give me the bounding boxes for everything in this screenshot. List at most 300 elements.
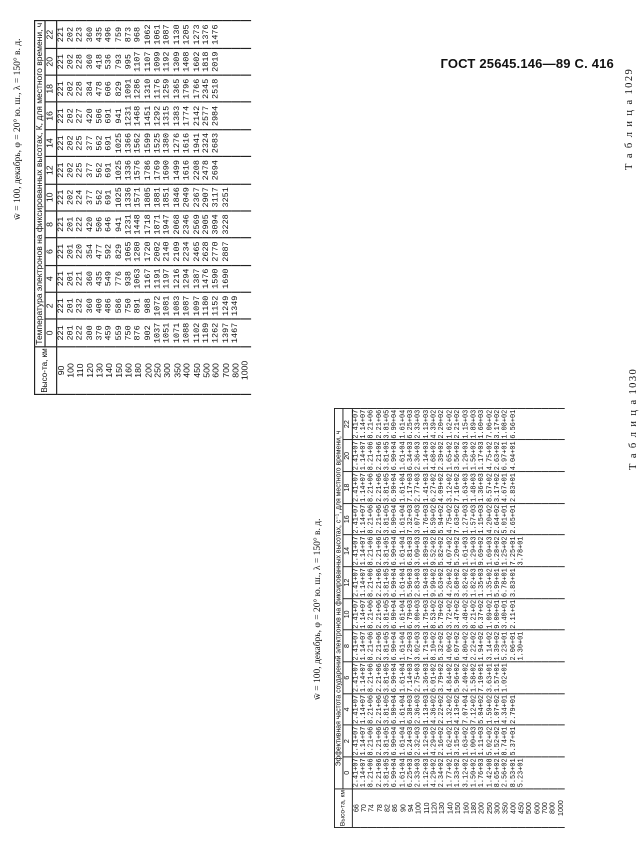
value-cell: 1.29+03	[470, 536, 478, 566]
table2-label: Т а б л и ц а 1030	[628, 367, 639, 470]
value-cell: 2.41+07	[352, 441, 361, 471]
table2	[334, 408, 565, 828]
value-cell: 3.81+05	[383, 726, 392, 756]
value-cell	[241, 157, 251, 184]
hour-header: 14	[343, 535, 352, 567]
value-cell: 201	[67, 265, 77, 292]
value-cell	[241, 292, 251, 319]
value-cell: 1774	[183, 102, 193, 129]
value-cell: 1062	[144, 21, 154, 48]
value-cell	[541, 472, 549, 504]
value-cell: 4.75+02	[486, 441, 494, 471]
value-cell: 8.53+02	[431, 599, 439, 629]
value-cell	[222, 130, 232, 157]
value-cell: 2.41+07	[352, 473, 361, 502]
value-cell: 3.12+02	[462, 758, 471, 788]
value-cell: 2.21+06	[376, 726, 384, 756]
value-cell	[241, 211, 251, 238]
value-cell: 3.63+01	[486, 663, 494, 693]
value-cell: 2.75+03	[415, 663, 423, 693]
value-cell: 549	[105, 265, 115, 292]
value-cell: 221	[56, 238, 66, 265]
hour-header: 14	[45, 130, 56, 157]
value-cell: 5.82+02	[438, 536, 447, 566]
value-cell: 2.21+06	[376, 409, 384, 439]
table-row	[144, 21, 154, 394]
value-cell	[518, 567, 526, 599]
value-cell: 1766	[192, 75, 202, 102]
value-cell: 1851	[163, 184, 173, 211]
value-cell: 6.78+01	[501, 568, 510, 598]
value-cell: 4.75+02	[446, 504, 455, 534]
value-cell: 1616	[183, 130, 193, 157]
altitude-cell: 500	[202, 346, 212, 394]
value-cell: 3.72+02	[446, 599, 455, 629]
value-cell: 562	[96, 130, 106, 157]
value-cell: 1.15+03	[462, 409, 471, 439]
value-cell: 1063	[134, 265, 144, 292]
value-cell: 2.33+03	[415, 758, 423, 788]
table-row	[431, 408, 439, 827]
value-cell: 1.62+02	[446, 409, 455, 439]
value-cell	[549, 408, 557, 440]
altitude-cell: 500	[525, 789, 533, 828]
value-cell: 1769	[154, 157, 164, 184]
value-cell: 1.11+03	[478, 726, 486, 756]
value-cell: 1.61+04	[399, 536, 408, 566]
value-cell	[231, 75, 241, 102]
value-cell: 2.34+02	[438, 758, 447, 788]
value-cell: 1.14+07	[360, 536, 368, 566]
value-cell: 2.79+01	[509, 694, 518, 724]
value-cell	[533, 472, 541, 504]
table-row	[202, 21, 212, 394]
value-cell: 1.76+03	[478, 758, 486, 788]
altitude-cell: 82	[384, 789, 392, 828]
value-cell: 1.14+07	[360, 568, 368, 598]
value-cell: 750	[125, 292, 135, 319]
value-cell: 202	[67, 184, 77, 211]
altitude-cell: 400	[510, 789, 518, 828]
value-cell: 1.17+03	[478, 441, 486, 471]
value-cell: 691	[105, 102, 115, 129]
value-cell: 1871	[154, 211, 164, 238]
value-cell: 1.13+03	[423, 409, 431, 439]
value-cell: 2.21+06	[376, 663, 384, 693]
value-cell: 891	[134, 292, 144, 319]
value-cell: 2002	[154, 238, 164, 265]
value-cell: 228	[76, 75, 86, 102]
value-cell: 1.61+04	[399, 694, 408, 724]
value-cell: 1349	[231, 292, 241, 319]
table-row	[154, 21, 164, 394]
value-cell: 7.25+01	[509, 536, 518, 566]
value-cell: 5.32+02	[438, 631, 447, 661]
value-cell: 1448	[134, 211, 144, 238]
value-cell: 2.21+06	[376, 758, 384, 788]
value-cell: 6.90+04	[391, 568, 400, 598]
altitude-cell: 700	[541, 789, 549, 828]
value-cell: 5.37+01	[509, 726, 518, 756]
value-cell	[525, 694, 533, 726]
table-caption: Эффективная частота соударений электронов на фиксированных высотах, с⁻¹, для местного времени, ч	[334, 408, 343, 788]
value-cell	[557, 408, 565, 440]
value-cell: 202	[67, 102, 77, 129]
value-cell: 7.06+02	[486, 409, 494, 439]
value-cell	[231, 157, 241, 184]
hour-header: 4	[343, 694, 352, 726]
value-cell: 1.75+03	[423, 599, 431, 629]
value-cell: 2346	[183, 211, 193, 238]
value-cell: 228	[76, 48, 86, 75]
value-cell: 8.21+06	[368, 568, 376, 598]
value-cell: 3.81+05	[383, 599, 392, 629]
value-cell: 4.20+02	[486, 504, 494, 534]
value-cell: 3.15+02	[454, 726, 463, 756]
value-cell: 1.61+04	[399, 663, 408, 693]
value-cell: 400	[96, 292, 106, 319]
value-cell: 1.07+02	[493, 694, 502, 724]
value-cell: 1.89+03	[423, 536, 431, 566]
value-cell: 1.50+02	[470, 758, 478, 788]
hour-header: 4	[45, 265, 56, 292]
value-cell: 1718	[144, 211, 154, 238]
value-cell: 1197	[163, 265, 173, 292]
hour-header: 18	[45, 75, 56, 102]
value-cell: 3251	[222, 184, 232, 211]
altitude-cell: 600	[533, 789, 541, 828]
value-cell: 646	[105, 211, 115, 238]
value-cell: 3.81+05	[383, 631, 392, 661]
value-cell: 2.22+02	[470, 631, 478, 661]
value-cell	[533, 662, 541, 694]
value-cell	[541, 598, 549, 630]
value-cell: 3.79+02	[438, 663, 447, 693]
altitude-cell: 300	[163, 346, 173, 394]
value-cell: 1231	[125, 211, 135, 238]
value-cell: 3117	[212, 184, 222, 211]
value-cell: 221	[56, 319, 66, 346]
value-cell: 6.90+04	[391, 409, 400, 439]
value-cell	[557, 503, 565, 535]
value-cell: 1152	[212, 292, 222, 319]
value-cell: 4.04+01	[509, 441, 518, 471]
value-cell: 4.06+02	[446, 631, 455, 661]
value-cell: 8.74+01	[501, 726, 510, 756]
value-cell: 1590	[212, 265, 222, 292]
value-cell: 3.81+05	[383, 694, 392, 724]
value-cell	[525, 630, 533, 662]
value-cell	[557, 472, 565, 504]
hour-header: 12	[343, 567, 352, 599]
table-row	[360, 408, 368, 827]
value-cell: 536	[105, 48, 115, 75]
value-cell: 6.90+04	[391, 758, 400, 788]
table-row	[494, 408, 502, 827]
value-cell: 8.21+06	[368, 409, 376, 439]
value-cell: 1.77+02	[446, 758, 455, 788]
value-cell: 8.21+06	[368, 758, 376, 788]
hour-header: 6	[45, 238, 56, 265]
hour-header: 0	[343, 757, 352, 789]
value-cell: 1.60+03	[478, 409, 486, 439]
value-cell: 1051	[163, 319, 173, 346]
altitude-cell: 400	[183, 346, 193, 394]
value-cell: 2.11+01	[509, 599, 518, 629]
value-cell	[241, 130, 251, 157]
hour-header: 2	[343, 725, 352, 757]
table-row	[510, 408, 518, 827]
altitude-cell: 140	[105, 346, 115, 394]
value-cell: 222	[76, 319, 86, 346]
table1	[34, 20, 251, 395]
value-cell: 6.81+03	[407, 536, 416, 566]
value-cell: 793	[115, 48, 125, 75]
value-cell: 221	[56, 157, 66, 184]
value-cell	[541, 567, 549, 599]
value-cell: 8.65+02	[493, 758, 502, 788]
value-cell: 2.41+07	[352, 694, 361, 724]
value-cell: 829	[115, 75, 125, 102]
value-cell: 876	[134, 319, 144, 346]
value-cell: 4.09+02	[438, 473, 447, 502]
value-cell	[525, 725, 533, 757]
value-cell: 377	[86, 184, 96, 211]
value-cell: 201	[67, 211, 77, 238]
value-cell: 2.41+07	[352, 599, 361, 629]
value-cell: 6.90+04	[391, 441, 400, 471]
table-row	[384, 408, 392, 827]
value-cell: 1.56+02	[470, 441, 478, 471]
value-cell: 2984	[212, 102, 222, 129]
value-cell: 1091	[125, 75, 135, 102]
value-cell: 1.57+01	[493, 663, 502, 693]
value-cell	[557, 662, 565, 694]
value-cell: 3.48+02	[462, 599, 471, 629]
altitude-cell: 180	[470, 789, 478, 828]
value-cell	[533, 598, 541, 630]
hour-header: 20	[45, 48, 56, 75]
value-cell: 1.94+02	[478, 631, 486, 661]
value-cell: 377	[86, 157, 96, 184]
value-cell: 1107	[144, 48, 154, 75]
value-cell: 435	[96, 265, 106, 292]
value-cell: 2.41+07	[352, 536, 361, 566]
value-cell: 1.65+02	[446, 441, 455, 471]
altitude-cell: 140	[447, 789, 455, 828]
value-cell: 3.14+02	[486, 631, 494, 661]
value-cell: 1192	[163, 48, 173, 75]
value-cell: 1310	[144, 75, 154, 102]
value-cell: 3.81+05	[383, 536, 392, 566]
value-cell: 486	[105, 292, 115, 319]
value-cell: 1365	[173, 75, 183, 102]
value-cell: 6.90+04	[391, 473, 400, 502]
value-cell: 592	[105, 238, 115, 265]
altitude-cell: 66	[352, 789, 360, 828]
value-cell	[533, 440, 541, 472]
value-cell: 1107	[134, 48, 144, 75]
value-cell: 1525	[154, 130, 164, 157]
value-cell	[549, 757, 557, 789]
altitude-cell: 180	[134, 346, 144, 394]
value-cell: 3.56+02	[454, 441, 463, 471]
value-cell: 2140	[163, 238, 173, 265]
value-cell: 8.21+06	[368, 631, 376, 661]
value-cell: 8.21+06	[368, 536, 376, 566]
table-row	[56, 21, 66, 394]
value-cell: 2049	[183, 184, 193, 211]
value-cell: 1083	[173, 292, 183, 319]
value-cell: 8.21+06	[368, 726, 376, 756]
value-cell: 1191	[154, 265, 164, 292]
value-cell: 8.21+06	[368, 663, 376, 693]
value-cell: 360	[86, 292, 96, 319]
value-cell	[222, 102, 232, 129]
value-cell: 2887	[222, 238, 232, 265]
value-cell	[510, 662, 518, 694]
hour-header: 2	[45, 292, 56, 319]
table-row	[392, 408, 400, 827]
value-cell: 1099	[154, 48, 164, 75]
value-cell: 1.14+03	[423, 441, 431, 471]
value-cell: 221	[56, 102, 66, 129]
value-cell: 6.56+01	[509, 409, 518, 439]
value-cell: 2208	[192, 157, 202, 184]
altitude-cell: 450	[192, 346, 202, 394]
value-cell: 1336	[125, 184, 135, 211]
value-cell: 1.39+02	[493, 631, 502, 661]
value-cell: 586	[115, 292, 125, 319]
value-cell: 2.77+03	[415, 473, 423, 502]
value-cell: 4.26+02	[446, 568, 455, 598]
value-cell: 1562	[134, 130, 144, 157]
value-cell: 1805	[144, 184, 154, 211]
value-cell: 1.02+01	[501, 663, 510, 693]
value-cell: 6.90+04	[391, 726, 400, 756]
value-cell	[549, 662, 557, 694]
value-cell: 1.14+07	[360, 631, 368, 661]
value-cell: 1476	[202, 265, 212, 292]
table-row	[549, 408, 557, 827]
value-cell: 3.81+05	[383, 568, 392, 598]
value-cell	[222, 157, 232, 184]
table-row	[518, 408, 526, 827]
value-cell: 2905	[202, 211, 212, 238]
value-cell	[533, 535, 541, 567]
value-cell: 202	[67, 75, 77, 102]
altitude-cell: 94	[408, 789, 416, 828]
altitude-cell: 250	[154, 346, 164, 394]
value-cell: 1065	[125, 238, 135, 265]
value-cell: 2345	[202, 75, 212, 102]
value-cell: 506	[96, 102, 106, 129]
value-cell: 1818	[202, 48, 212, 75]
value-cell	[241, 238, 251, 265]
value-cell	[549, 725, 557, 757]
value-cell	[518, 694, 526, 726]
value-cell: 6.28+02	[493, 536, 502, 566]
value-cell: 6.07+02	[454, 631, 463, 661]
value-cell: 1408	[183, 48, 193, 75]
value-cell: 2.20+02	[438, 409, 447, 439]
value-cell	[231, 211, 241, 238]
value-cell: 1.48+03	[470, 473, 478, 502]
value-cell: 6.90+04	[391, 694, 400, 724]
value-cell: 3.02+03	[415, 631, 423, 661]
value-cell	[231, 102, 241, 129]
value-cell: 1.69+03	[486, 536, 494, 566]
value-cell: 6.27+02	[431, 473, 439, 502]
value-cell: 4.07+02	[446, 536, 455, 566]
value-cell: 2.21+06	[376, 599, 384, 629]
value-cell: 201	[67, 319, 77, 346]
value-cell: 3.12+02	[446, 473, 455, 502]
value-cell: 1037	[154, 319, 164, 346]
value-cell: 4.29+02	[431, 758, 439, 788]
value-cell: 2234	[183, 238, 193, 265]
table-row	[173, 21, 183, 394]
value-cell: 1.00+03	[470, 726, 478, 756]
value-cell: 1167	[144, 265, 154, 292]
altitude-cell: 160	[463, 789, 471, 828]
value-cell: 6.25+03	[407, 409, 416, 439]
value-cell: 221	[56, 211, 66, 238]
value-cell: 8.21+06	[368, 504, 376, 534]
value-cell: 995	[125, 48, 135, 75]
value-cell: 5.63+02	[438, 568, 447, 598]
value-cell: 1.36+03	[423, 663, 431, 693]
value-cell: 1097	[192, 292, 202, 319]
value-cell: 1.35+03	[478, 568, 486, 598]
value-cell	[231, 21, 241, 48]
altitude-cell: 200	[144, 346, 154, 394]
value-cell: 1.12+03	[423, 758, 431, 788]
value-cell: 1102	[192, 319, 202, 346]
value-cell: 1796	[183, 75, 193, 102]
altitude-cell: 70	[360, 789, 368, 828]
value-cell: 5.23+01	[517, 758, 526, 788]
value-cell: 7.32+03	[407, 504, 416, 534]
value-cell: 2.16+02	[438, 726, 447, 756]
value-cell: 1467	[231, 319, 241, 346]
value-cell: 202	[67, 157, 77, 184]
value-cell: 5.02+02	[486, 726, 494, 756]
value-cell: 2.36+03	[415, 694, 423, 724]
value-cell: 1025	[115, 130, 125, 157]
value-cell: 3.09+03	[415, 536, 423, 566]
value-cell	[525, 440, 533, 472]
value-cell: 1576	[134, 157, 144, 184]
value-cell: 750	[125, 319, 135, 346]
value-cell: 6.90+04	[391, 631, 400, 661]
value-cell: 360	[86, 265, 96, 292]
table-row	[105, 21, 115, 394]
value-cell: 8.21+06	[368, 694, 376, 724]
table1-title: w̄ = 100, декабрь, φ = 20° ю. ш., λ = 150° в. д.	[13, 38, 23, 220]
value-cell: 2.41+07	[352, 663, 361, 693]
value-cell: 1.52+02	[493, 726, 502, 756]
value-cell	[541, 662, 549, 694]
value-cell	[222, 48, 232, 75]
value-cell: 6.38+03	[407, 694, 416, 724]
value-cell: 3.83+01	[509, 568, 518, 598]
value-cell: 2.83+03	[415, 568, 423, 598]
value-cell: 221	[56, 130, 66, 157]
value-cell: 2.41+07	[352, 409, 361, 439]
value-cell: 1.63+03	[462, 473, 471, 502]
value-cell: 1476	[212, 21, 222, 48]
